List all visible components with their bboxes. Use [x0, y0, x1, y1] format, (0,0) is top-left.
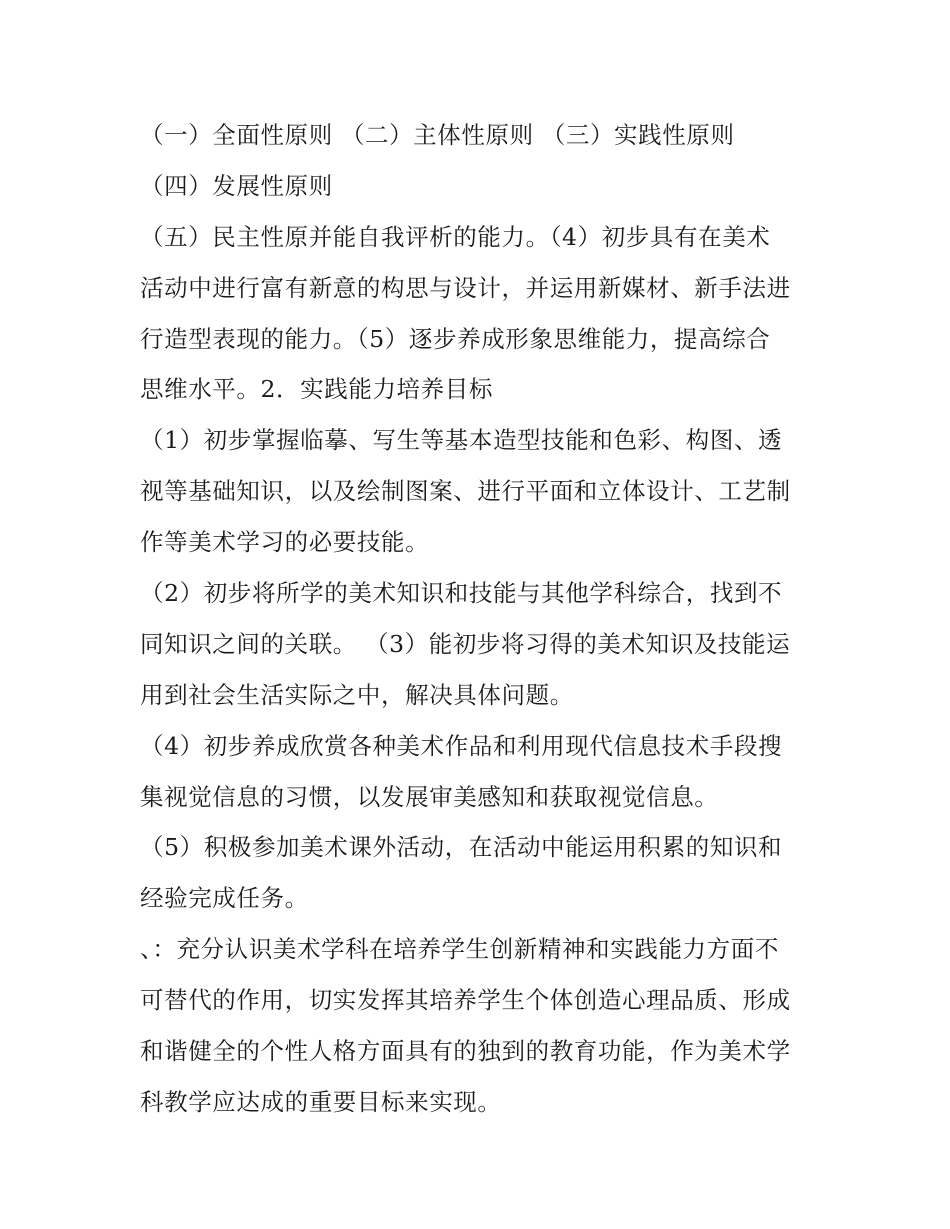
text-line-12: 用到社会生活实际之中，解决具体问题。: [140, 680, 574, 709]
text-line-18: 可替代的作用，切实发挥其培养学生个体创造心理品质、形成: [140, 986, 791, 1015]
text-line-15: （5）积极参加美术课外活动，在活动中能运用积累的知识和: [140, 833, 783, 862]
text-line-2: （四）发展性原则: [140, 171, 333, 200]
text-line-6: 思维水平。2．实践能力培养目标: [140, 375, 493, 404]
text-line-17: 、：充分认识美术学科在培养学生创新精神和实践能力方面不: [140, 935, 779, 964]
text-line-11: 同知识之间的关联。 （3）能初步将习得的美术知识及技能运: [140, 629, 791, 658]
text-line-20: 科教学应达成的重要目标来实现。: [140, 1087, 502, 1116]
text-line-13: （4）初步养成欣赏各种美术作品和利用现代信息技术手段搜: [140, 731, 783, 760]
text-line-5: 行造型表现的能力。（5）逐步养成形象思维能力，提高综合: [140, 324, 771, 353]
text-line-1: （一）全面性原则 （二）主体性原则 （三）实践性原则: [140, 121, 735, 149]
text-line-10: （2）初步将所学的美术知识和技能与其他学科综合，找到不: [140, 579, 783, 608]
text-line-16: 经验完成任务。: [140, 884, 309, 913]
text-line-3: （五）民主性原并能自我评析的能力。（4）初步具有在美术: [140, 222, 771, 251]
text-line-19: 和谐健全的个性人格方面具有的独到的教育功能，作为美术学: [140, 1037, 791, 1066]
text-line-7: （1）初步掌握临摹、写生等基本造型技能和色彩、构图、透: [140, 426, 783, 455]
text-line-14: 集视觉信息的习惯，以发展审美感知和获取视觉信息。: [140, 782, 719, 811]
text-line-4: 活动中进行富有新意的构思与设计，并运用新媒材、新手法进: [140, 273, 791, 302]
document-body: [140, 110, 812, 1128]
text-line-8: 视等基础知识，以及绘制图案、进行平面和立体设计、工艺制: [140, 477, 791, 506]
text-line-9: 作等美术学习的必要技能。: [140, 528, 430, 557]
